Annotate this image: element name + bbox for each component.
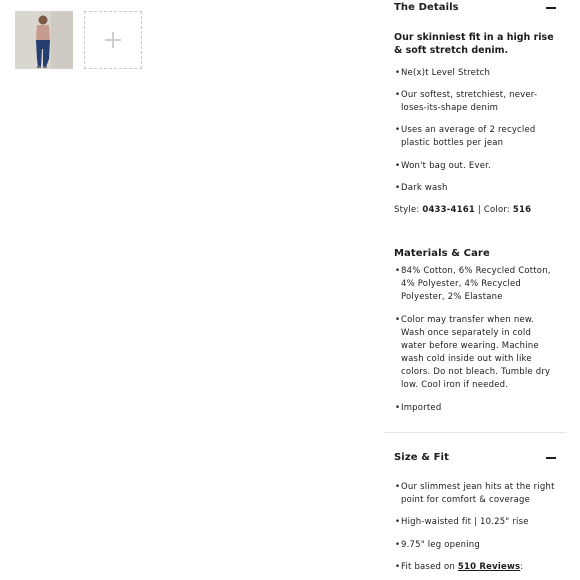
fit-suffix: : — [520, 562, 524, 572]
list-item: • Imported — [395, 403, 442, 413]
plus-icon-vertical — [112, 32, 114, 48]
list-item: • Our slimmest jean hits at the right point for comfort & coverage — [395, 482, 555, 505]
list-item: • Uses an average of 2 recycled plastic bottles per jean — [395, 125, 536, 148]
details-section-header[interactable] — [384, 0, 566, 17]
details-lead: Our skinniest fit in a high rise & soft stretch denim. — [394, 32, 554, 56]
list-item: • Won't bag out. Ever. — [395, 161, 491, 171]
style-value: 0433-4161 — [422, 205, 475, 215]
size-fit-title: Size & Fit — [394, 452, 449, 463]
list-item: • High-waisted fit | 10.25" rise — [395, 517, 529, 527]
minus-icon[interactable] — [546, 7, 556, 9]
list-item: • Dark wash — [395, 183, 448, 193]
color-label: Color: — [483, 205, 510, 215]
reviews-link[interactable]: 510 Reviews — [457, 562, 521, 572]
list-item: • 9.75" leg opening — [395, 540, 480, 550]
list-item: • 84% Cotton, 6% Recycled Cotton, 4% Polyester, 4% Recycled Polyester, 2% Elastane — [395, 266, 551, 302]
model-photo — [15, 11, 73, 69]
color-value: 516 — [512, 205, 532, 215]
list-item: • Color may transfer when new. Wash once separately in cold water before wearing. Machine wash cold inside out with like colors. Do not bleach. Tumble dry low. Cool iron if needed. — [395, 315, 551, 390]
fit-prefix: Fit based on — [401, 562, 456, 572]
size-fit-section-header[interactable] — [384, 450, 566, 467]
add-photo-tile[interactable] — [84, 11, 142, 69]
list-item: • Our softest, stretchiest, never-loses-its-shape denim — [395, 90, 538, 113]
minus-icon[interactable] — [546, 457, 556, 459]
materials-title: Materials & Care — [394, 248, 490, 259]
list-item: • Fit based on 510 Reviews: — [395, 562, 524, 572]
separator: | — [477, 205, 481, 215]
style-label: Style: — [394, 205, 420, 215]
list-item: • Ne(x)t Level Stretch — [395, 68, 491, 78]
style-color-info — [394, 205, 531, 215]
details-title: The Details — [394, 2, 459, 13]
section-divider — [384, 432, 566, 433]
product-thumbnail[interactable] — [15, 11, 73, 69]
